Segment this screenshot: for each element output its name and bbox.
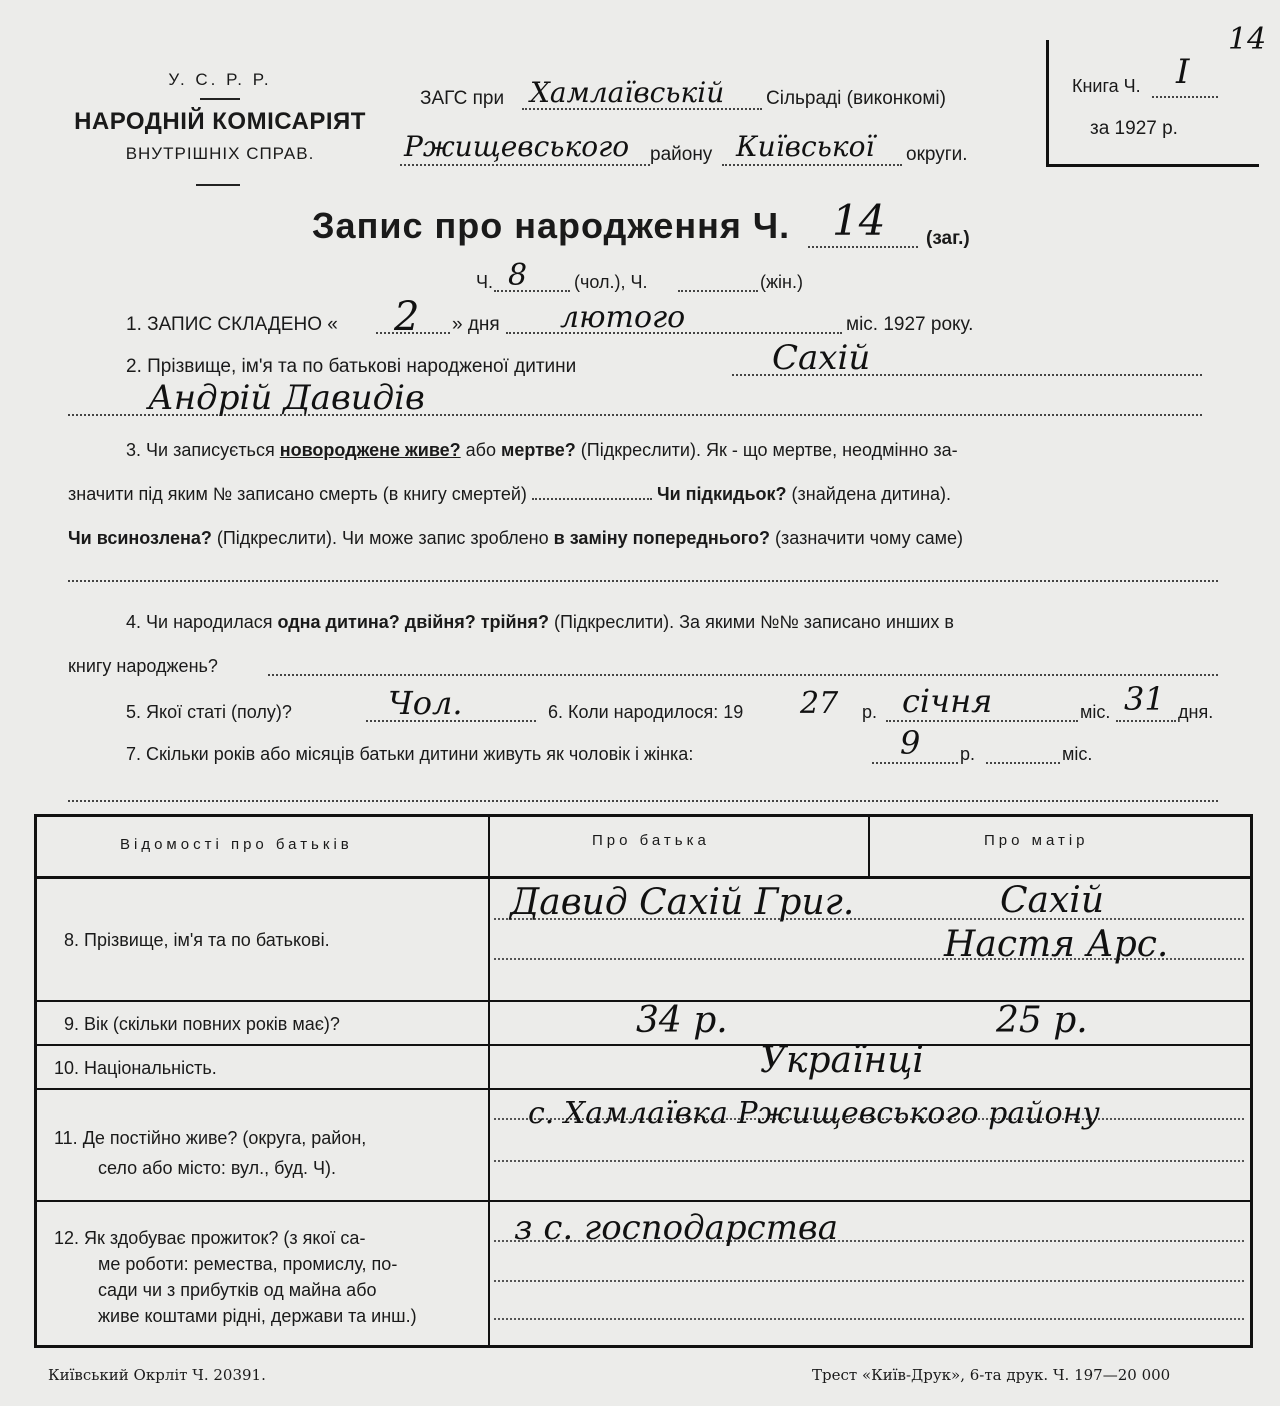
field3-replace-q: (Підкреслити). Чи може запис зроблено bbox=[216, 528, 549, 548]
field3-line3 bbox=[68, 528, 963, 549]
birth-year: 27 bbox=[800, 686, 839, 721]
field7-years-line bbox=[872, 762, 958, 764]
page-title: Запис про народження Ч. bbox=[312, 205, 791, 246]
field3-instr: (Підкреслити). Як - що мертве, неодмінно за- bbox=[580, 440, 958, 460]
field3-replace: в заміну попереднього? bbox=[553, 528, 771, 548]
field3-why: (зазначити чому саме) bbox=[775, 528, 963, 548]
field3-q-label: 3. Чи записується bbox=[126, 440, 275, 460]
field4-options: одна дитина? двійня? трійня? bbox=[277, 612, 549, 632]
field7-label: 7. Скільки років або місяців батьки дитини живуть як чоловік і жінка: bbox=[126, 744, 694, 764]
footer-right: Трест «Київ-Друк», 6-та друк. Ч. 197—20 000 bbox=[812, 1366, 1171, 1384]
field7-r: р. bbox=[960, 744, 976, 764]
field1-month: лютого bbox=[560, 300, 686, 335]
table-row-rule bbox=[34, 1088, 1251, 1090]
row12-line bbox=[494, 1280, 1244, 1282]
field7-mis: міс. bbox=[1062, 744, 1093, 764]
mother-name: Настя Арс. bbox=[944, 924, 1169, 965]
okruha-line bbox=[722, 164, 902, 166]
table-row-rule bbox=[34, 1044, 1251, 1046]
zags-village: Хамлаївській bbox=[530, 76, 725, 109]
col-info-header: Відомості про батьків bbox=[120, 836, 353, 853]
footer-left: Київський Окрліт Ч. 20391. bbox=[48, 1366, 266, 1384]
field4-blank-line bbox=[268, 674, 1218, 676]
field7-months-line bbox=[986, 762, 1060, 764]
republic-label: У. С. Р. Р. bbox=[168, 70, 272, 89]
birth-month: січня bbox=[902, 682, 993, 720]
table-divider bbox=[868, 814, 870, 878]
father-name: Давид Сахій Григ. bbox=[510, 882, 855, 923]
field4-q: 4. Чи народилася bbox=[126, 612, 273, 632]
row10-label: 10. Національність. bbox=[54, 1058, 217, 1078]
rayon-label: району bbox=[650, 144, 713, 165]
book-line bbox=[1152, 96, 1218, 98]
field3-adopted: Чи всинозлена? bbox=[68, 528, 212, 548]
female-label: (жін.) bbox=[760, 272, 803, 292]
col-father-header: Про батька bbox=[592, 832, 710, 849]
okruha-label: округи. bbox=[906, 144, 968, 165]
field1-mid: » дня bbox=[452, 314, 500, 335]
book-box bbox=[1046, 40, 1259, 167]
book-number: I bbox=[1176, 52, 1190, 92]
male-number: 8 bbox=[508, 258, 528, 293]
field6-r: р. bbox=[862, 702, 878, 722]
father-age: 34 р. bbox=[636, 1000, 728, 1041]
col-mother-header: Про матір bbox=[984, 832, 1089, 849]
row12-label-2: ме роботи: ремества, промислу, по- bbox=[98, 1254, 398, 1274]
zags-prefix: ЗАГС при bbox=[420, 88, 505, 109]
field6-label: 6. Коли народилося: 19 bbox=[548, 702, 744, 722]
field4-line2: книгу народжень? bbox=[68, 656, 218, 676]
field6-day-line bbox=[1116, 720, 1176, 722]
row11-label-1: 11. Де постійно живе? (округа, район, bbox=[54, 1128, 367, 1148]
row11-label-2: село або місто: вул., буд. Ч). bbox=[98, 1158, 336, 1178]
marriage-years: 9 bbox=[900, 724, 921, 762]
field4-line1 bbox=[126, 612, 954, 633]
birth-day: 31 bbox=[1124, 680, 1165, 718]
residence: с. Хамлаївка Ржищевського району bbox=[528, 1096, 1100, 1131]
row12-line bbox=[494, 1318, 1244, 1320]
field3-or: або bbox=[465, 440, 497, 460]
nationality: Українці bbox=[760, 1040, 924, 1081]
male-line bbox=[494, 290, 570, 292]
record-number: 14 bbox=[832, 196, 886, 245]
field2-label: 2. Прізвище, ім'я та по батькові народженої дитини bbox=[126, 356, 577, 377]
male-label: (чол.), Ч. bbox=[574, 272, 648, 292]
field3-death-line bbox=[532, 498, 652, 500]
field3-found: (знайдена дитина). bbox=[791, 484, 952, 504]
field7-blank-line bbox=[68, 800, 1218, 802]
child-sex: Чол. bbox=[388, 684, 463, 722]
rayon-name: Ржищевського bbox=[404, 130, 630, 163]
record-number-line bbox=[808, 246, 918, 248]
field6-month-line bbox=[886, 720, 1078, 722]
female-line bbox=[678, 290, 758, 292]
mother-surname: Сахій bbox=[1000, 880, 1105, 921]
table-row-rule bbox=[34, 1200, 1251, 1202]
divider bbox=[200, 98, 240, 100]
field1-day: 2 bbox=[394, 294, 420, 340]
field5-label: 5. Якої статі (полу)? bbox=[126, 702, 292, 722]
corner-note: 14 bbox=[1228, 22, 1267, 57]
field3-death-ref: значити під яким № записано смерть (в книгу смертей) bbox=[68, 484, 527, 504]
child-surname: Сахій bbox=[772, 338, 871, 378]
field4-instr: (Підкреслити). За якими №№ записано инших в bbox=[554, 612, 954, 632]
row12-label-3: сади чи з прибутків од майна або bbox=[98, 1280, 377, 1300]
field3-foundling: Чи підкидьок? bbox=[656, 484, 787, 504]
table-header-rule bbox=[34, 876, 1251, 879]
okruha-name: Київської bbox=[736, 130, 875, 163]
department-label: ВНУТРІШНІХ СПРАВ. bbox=[125, 144, 315, 163]
table-divider bbox=[488, 814, 490, 1345]
commissariat-title: НАРОДНІЙ КОМІСАРІЯТ bbox=[74, 108, 366, 135]
commissariat-header bbox=[60, 70, 380, 164]
row11-line bbox=[494, 1160, 1244, 1162]
field3-line1 bbox=[126, 440, 958, 461]
rayon-line bbox=[400, 164, 650, 166]
row8-label: 8. Прізвище, ім'я та по батькові. bbox=[64, 930, 330, 950]
ch-label: Ч. bbox=[476, 272, 493, 292]
row12-label-1: 12. Як здобуває прожиток? (з якої са- bbox=[54, 1228, 366, 1248]
field1-end: міс. 1927 року. bbox=[846, 314, 974, 335]
field1-label: 1. ЗАПИС СКЛАДЕНО « bbox=[126, 314, 338, 335]
book-label: Книга Ч. bbox=[1072, 76, 1141, 96]
field6-mis: міс. bbox=[1080, 702, 1111, 722]
row12-label-4: живе коштами рідні, держави та инш.) bbox=[98, 1306, 417, 1326]
book-year: за 1927 р. bbox=[1090, 118, 1178, 139]
mother-age: 25 р. bbox=[996, 1000, 1088, 1041]
child-name: Андрій Давидів bbox=[148, 378, 425, 418]
record-suffix: (заг.) bbox=[926, 228, 970, 249]
field6-dnia: дня. bbox=[1178, 702, 1214, 722]
field3-line2 bbox=[68, 484, 951, 505]
row9-label: 9. Вік (скільки повних років має)? bbox=[64, 1014, 340, 1034]
livelihood: з с. господарства bbox=[514, 1208, 838, 1248]
field3-alive: новороджене живе? bbox=[279, 440, 461, 460]
zags-suffix: Сільраді (виконкомі) bbox=[766, 88, 946, 109]
divider bbox=[196, 184, 240, 186]
field3-blank-line bbox=[68, 580, 1218, 582]
field3-dead: мертве? bbox=[501, 440, 576, 460]
